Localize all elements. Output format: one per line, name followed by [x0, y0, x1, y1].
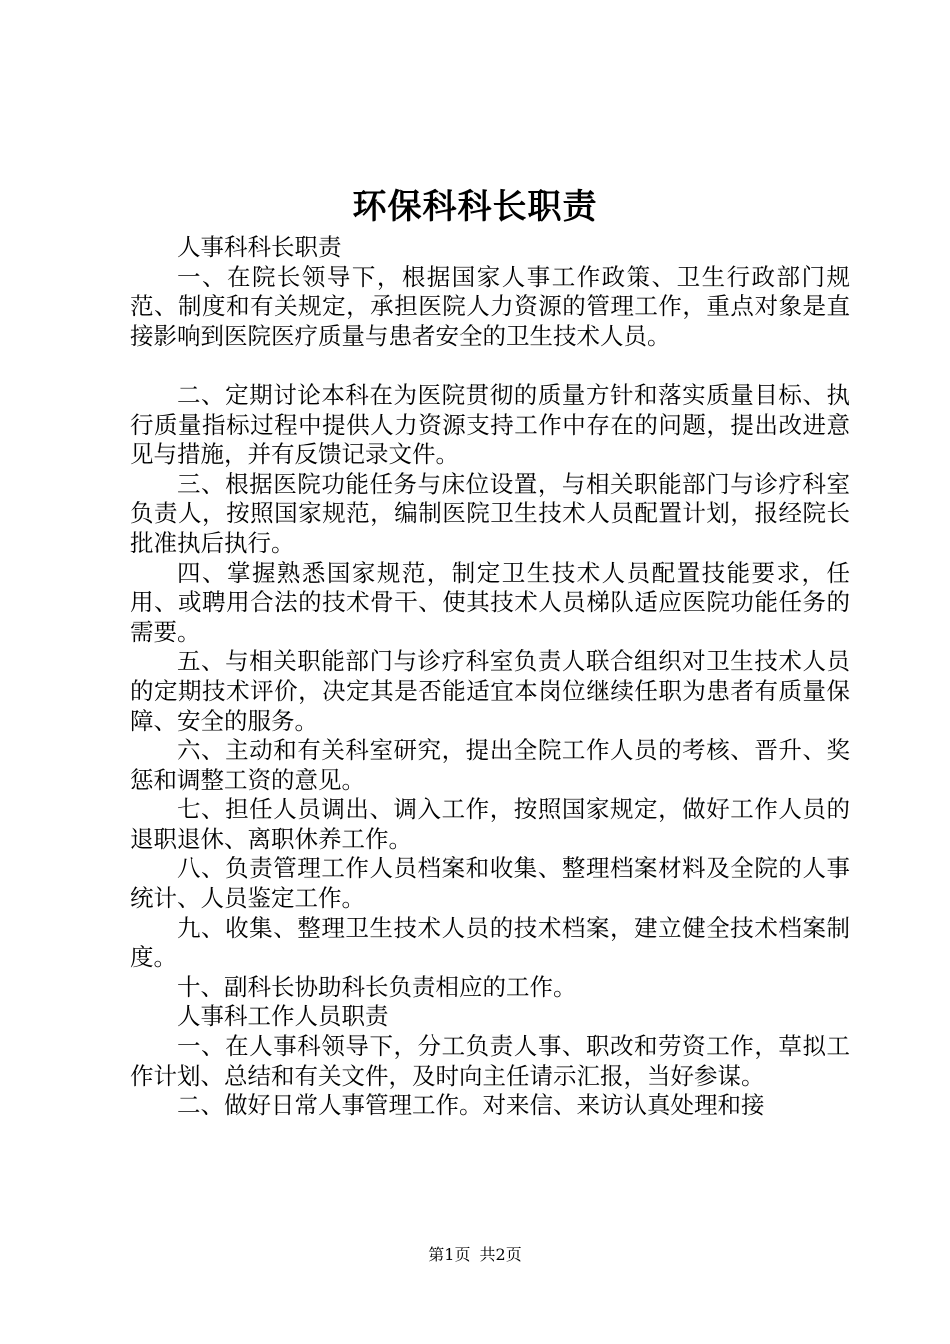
paragraph: 二、定期讨论本科在为医院贯彻的质量方针和落实质量目标、执行质量指标过程中提供人力资源支持工作中存在的问题，提出改进意见与措施，并有反馈记录文件。 — [130, 380, 850, 469]
section-heading: 人事科科长职责 — [177, 233, 342, 261]
paragraph: 一、在人事科领导下，分工负责人事、职改和劳资工作，草拟工作计划、总结和有关文件，及时向主任请示汇报，当好参谋。 — [130, 1032, 850, 1090]
document-title: 环保科科长职责 — [352, 187, 598, 227]
paragraph: 八、负责管理工作人员档案和收集、整理档案材料及全院的人事统计、人员鉴定工作。 — [130, 854, 850, 913]
section-heading: 人事科工作人员职责 — [177, 1002, 389, 1031]
page-footer — [0, 1244, 950, 1266]
page-number-total: 共2页 — [479, 1245, 522, 1264]
paragraph: 十、副科长协助科长负责相应的工作。 — [177, 972, 577, 1001]
paragraph: 五、与相关职能部门与诊疗科室负责人联合组织对卫生技术人员的定期技术评价，决定其是否能适宜本岗位继续任职为患者有质量保障、安全的服务。 — [130, 647, 850, 735]
paragraph: 七、担任人员调出、调入工作，按照国家规定，做好工作人员的退职退休、离职休养工作。 — [130, 795, 850, 853]
paragraph: 六、主动和有关科室研究，提出全院工作人员的考核、晋升、奖惩和调整工资的意见。 — [130, 736, 850, 794]
paragraph: 四、掌握熟悉国家规范，制定卫生技术人员配置技能要求，任用、或聘用合法的技术骨干、使其技术人员梯队适应医院功能任务的需要。 — [130, 558, 850, 646]
document-body — [130, 233, 850, 1121]
paragraph: 一、在院长领导下，根据国家人事工作政策、卫生行政部门规范、制度和有关规定，承担医院人力资源的管理工作，重点对象是直接影响到医院医疗质量与患者安全的卫生技术人员。 — [130, 262, 850, 350]
page-number-current: 第1页 — [428, 1245, 471, 1264]
paragraph: 二、做好日常人事管理工作。对来信、来访认真处理和接 — [177, 1091, 765, 1120]
paragraph: 九、收集、整理卫生技术人员的技术档案，建立健全技术档案制度。 — [130, 913, 850, 972]
paragraph: 三、根据医院功能任务与床位设置，与相关职能部门与诊疗科室负责人，按照国家规范，编制医院卫生技术人员配置计划，报经院长批准执后执行。 — [130, 469, 850, 557]
